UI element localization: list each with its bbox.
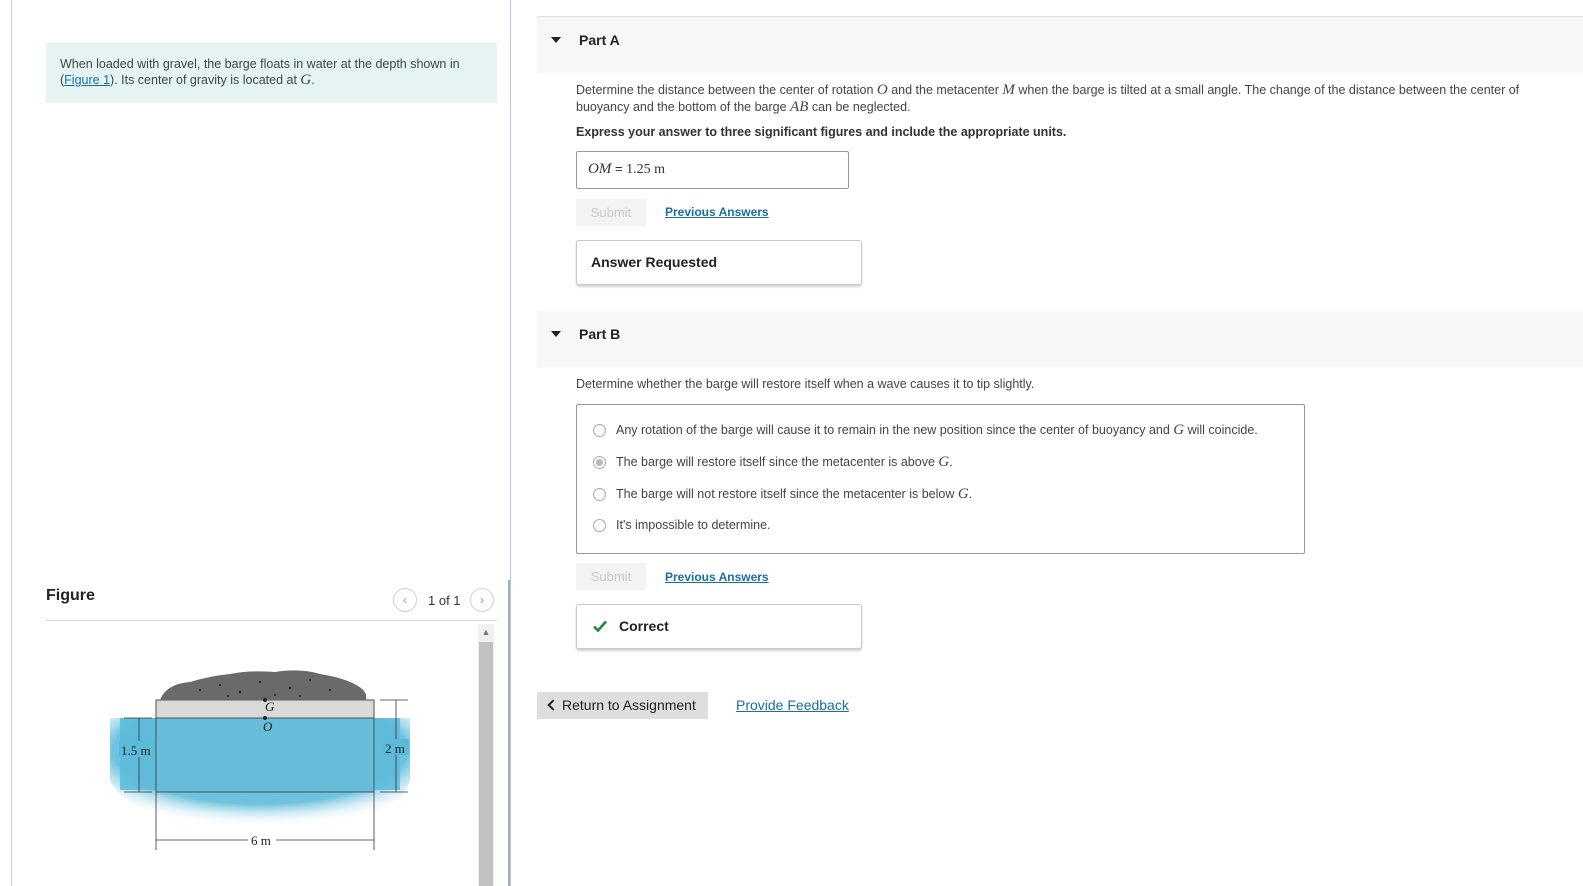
symbol-m: M: [1002, 82, 1015, 98]
option-text[interactable]: The barge will not restore itself since the metacenter is below G.: [616, 486, 973, 502]
problem-text-after: ). Its center of gravity is located at: [110, 73, 301, 87]
return-to-assignment-button[interactable]: [537, 692, 708, 719]
figure-pager: 1 of 1: [428, 593, 461, 608]
part-b-status-text: Correct: [619, 618, 669, 634]
width-label: 6 m: [251, 833, 271, 848]
label-o: O: [263, 719, 273, 734]
figure-scrollbar-thumb[interactable]: [479, 642, 493, 886]
figure-link[interactable]: Figure 1: [64, 73, 111, 87]
part-b-submit-button[interactable]: Submit: [576, 563, 646, 590]
answer-label: OM: [588, 161, 612, 177]
part-a-label: Part A: [579, 32, 620, 48]
radio-button-selected[interactable]: [593, 456, 606, 469]
problem-text-end: .: [311, 73, 315, 87]
part-a-header[interactable]: [537, 17, 1583, 73]
label-g: G: [265, 699, 275, 714]
radio-button[interactable]: [593, 424, 606, 437]
problem-statement: [46, 43, 497, 103]
radio-button[interactable]: [593, 519, 606, 532]
part-b-label: Part B: [579, 326, 621, 342]
return-label: Return to Assignment: [562, 697, 696, 713]
part-a-q3: when the barge is tilted at a small angle. The change of the distance between the center of buoyancy and the bottom of the barge: [576, 83, 1520, 114]
pane-divider[interactable]: [510, 0, 511, 886]
symbol-o: O: [876, 82, 888, 98]
caret-down-icon[interactable]: [551, 37, 561, 43]
part-a-status-text: Answer Requested: [591, 254, 718, 270]
left-border: [11, 0, 12, 886]
chevron-left-icon: [547, 699, 558, 710]
option-text[interactable]: Any rotation of the barge will cause it to remain in the new position since the center of buoyancy and G will coincide.: [616, 422, 1258, 438]
option-text[interactable]: It's impossible to determine.: [616, 518, 771, 532]
option-text[interactable]: The barge will restore itself since the metacenter is above G.: [616, 454, 953, 470]
radio-button[interactable]: [593, 488, 606, 501]
part-a-question: [576, 82, 1561, 116]
chevron-right-icon: ›: [479, 591, 485, 607]
height-label: 2 m: [385, 741, 405, 756]
part-a-q2: and the metacenter: [887, 83, 1003, 97]
symbol-ab: AB: [790, 99, 809, 115]
answer-equals: =: [611, 161, 627, 176]
caret-down-icon[interactable]: [551, 331, 561, 337]
figure-title: Figure: [46, 587, 95, 604]
part-a-instruction: Express your answer to three significant figures and include the appropriate units.: [576, 125, 1067, 139]
depth-label: 1.5 m: [121, 743, 151, 758]
part-b-previous-answers-link[interactable]: Previous Answers: [665, 570, 769, 584]
gravel-pile: [160, 670, 366, 700]
pane-divider-handle[interactable]: [508, 580, 510, 886]
part-a-q1: Determine the distance between the center of rotation: [576, 83, 877, 97]
barge-figure: [100, 660, 420, 860]
part-a-q4: can be neglected.: [808, 100, 911, 114]
symbol-g: G: [300, 72, 312, 88]
part-b-options: [576, 404, 1305, 554]
part-a-submit-button[interactable]: Submit: [576, 199, 646, 226]
checkmark-icon: [592, 618, 608, 634]
next-figure-button[interactable]: [470, 588, 494, 612]
previous-figure-button[interactable]: [393, 588, 417, 612]
figure-divider: [46, 620, 497, 621]
problem-text-before: When loaded with gravel, the barge floats in water at the depth shown in (: [60, 57, 460, 87]
answer-input[interactable]: [576, 151, 849, 189]
provide-feedback-link[interactable]: Provide Feedback: [736, 697, 849, 713]
part-b-status: [576, 604, 862, 649]
part-a-status: [576, 240, 862, 285]
chevron-left-icon: ‹: [402, 591, 408, 607]
part-b-question: Determine whether the barge will restore itself when a wave causes it to tip slightly.: [576, 377, 1035, 391]
scroll-up-arrow-icon[interactable]: ▲: [481, 627, 491, 637]
answer-value[interactable]: 1.25 m: [626, 162, 666, 177]
part-a-previous-answers-link[interactable]: Previous Answers: [665, 205, 769, 219]
part-b-header[interactable]: [537, 311, 1583, 367]
